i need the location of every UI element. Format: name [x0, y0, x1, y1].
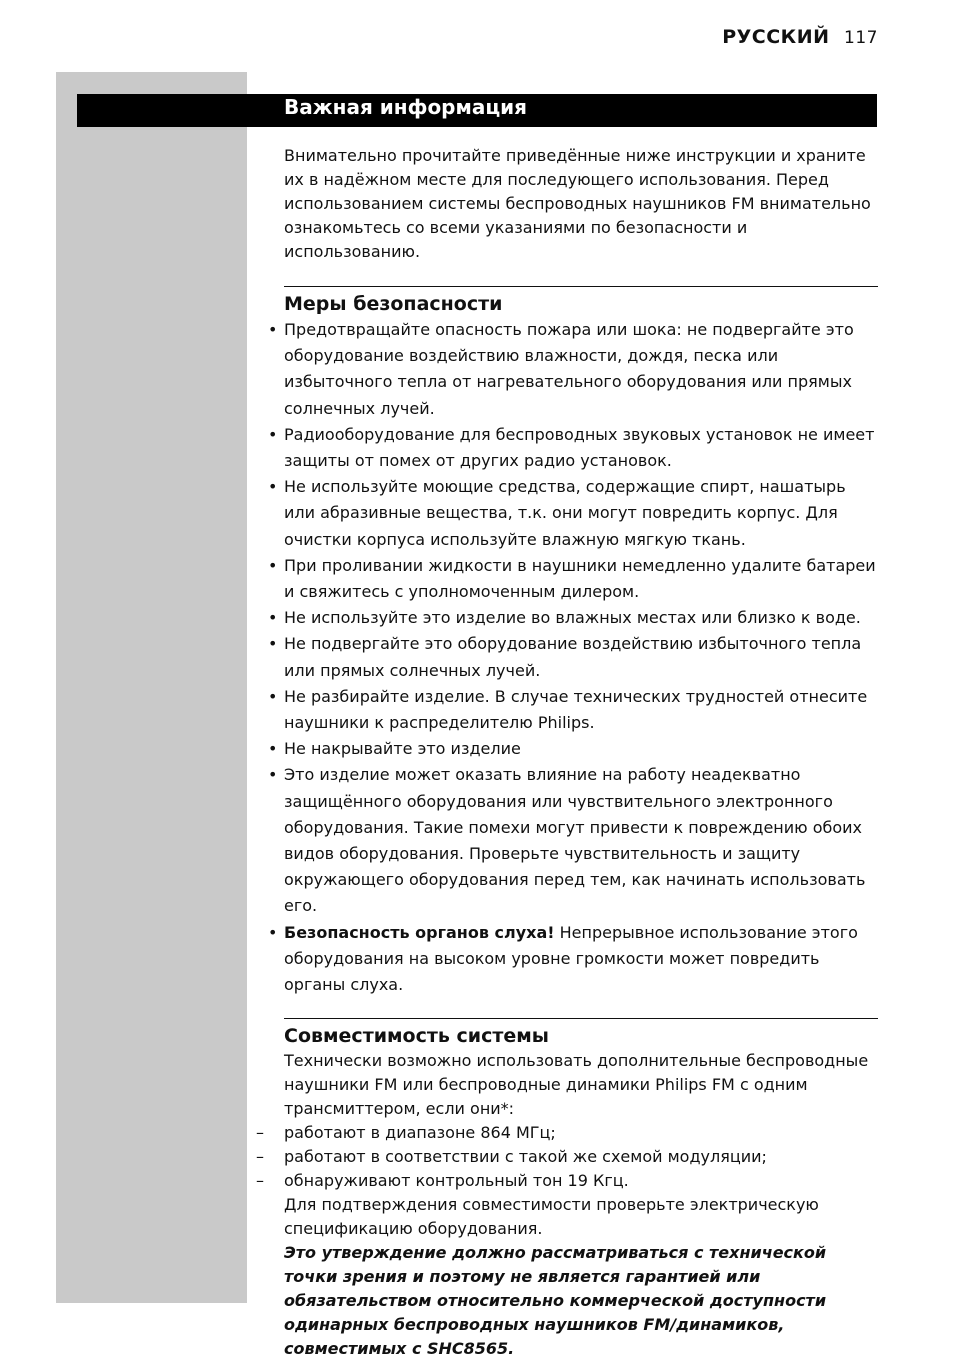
- language-label: РУССКИЙ: [722, 26, 830, 48]
- safety-heading: Меры безопасности: [284, 293, 503, 315]
- dash-marker: –: [256, 1123, 264, 1143]
- list-item-text: обнаруживают контрольный тон 19 Кгц.: [284, 1171, 629, 1191]
- compat-confirm: Для подтверждения совместимости проверьте электрическую спецификацию оборудования.: [284, 1195, 819, 1239]
- page-number: 117: [844, 28, 878, 48]
- hearing-warning-bold: Безопасность органов слуха!: [284, 922, 555, 942]
- list-item: • Это изделие может оказать влияние на работу неадекватно защищённого оборудования или чувствительного электронного оборудования. Такие помехи могут привести к повреждению обоих видов оборудования. Проверьте чувствительность и защиту окружающего оборудования перед тем, как начинать использовать его.: [284, 762, 878, 919]
- compat-heading: Совместимость системы: [284, 1025, 549, 1048]
- page-header: [722, 26, 878, 48]
- list-item-text: работают в диапазоне 864 МГц;: [284, 1123, 556, 1143]
- page-title: Важная информация: [284, 95, 528, 119]
- main-content: [256, 144, 878, 1361]
- side-margin-band: [56, 72, 247, 1303]
- list-item-text: работают в соответствии с такой же схемой модуляции;: [284, 1147, 767, 1167]
- list-item: • Не разбирайте изделие. В случае технических трудностей отнесите наушники к распределителю Philips.: [284, 684, 878, 736]
- section-divider: [284, 1018, 878, 1019]
- list-item: • При проливании жидкости в наушники немедленно удалите батареи и свяжитесь с уполномоченным дилером.: [284, 553, 878, 605]
- list-item: • Не накрывайте это изделие: [284, 736, 878, 762]
- compat-disclaimer: Это утверждение должно рассматриваться с технической точки зрения и поэтому не является гарантией или обязательством относительно коммерческой доступности одинарных беспроводных наушников FM/динамиков, совместимых с SHC8565.: [284, 1243, 827, 1359]
- list-item: [256, 1121, 878, 1145]
- compat-intro: Технически возможно использовать дополнительные беспроводные наушники FM или беспроводные динамики Philips FM с одним трансмиттером, если они*:: [284, 1051, 869, 1119]
- intro-paragraph: Внимательно прочитайте приведённые ниже инструкции и храните их в надёжном месте для последующего использования. Перед использованием системы беспроводных наушников FM внимательно ознакомьтесь со всеми указаниями по безопасности и использованию.: [284, 146, 871, 261]
- section-title-bar: [77, 94, 877, 127]
- compat-list: [256, 1121, 878, 1193]
- hearing-warning-text: Непрерывное использование этого оборудования на высоком уровне громкости может повредить органы слуха.: [284, 922, 858, 995]
- list-item: • Радиооборудование для беспроводных звуковых установок не имеет защиты от помех от других радио установок.: [284, 422, 878, 474]
- list-item: • Не используйте это изделие во влажных местах или близко к воде.: [284, 605, 878, 631]
- list-item: • Не используйте моющие средства, содержащие спирт, нашатырь или абразивные вещества, т.к. они могут повредить корпус. Для очистки корпуса используйте влажную мягкую ткань.: [284, 474, 878, 553]
- list-item: [256, 1169, 878, 1193]
- list-item-hearing: [284, 920, 878, 999]
- list-item: • Предотвращайте опасность пожара или шока: не подвергайте это оборудование воздействию влажности, дождя, песка или избыточного тепла от нагревательного оборудования или прямых солнечных лучей.: [284, 317, 878, 422]
- section-divider: [284, 286, 878, 287]
- dash-marker: –: [256, 1171, 264, 1191]
- safety-list: [284, 317, 878, 998]
- dash-marker: –: [256, 1147, 264, 1167]
- list-item: [256, 1145, 878, 1169]
- list-item: • Не подвергайте это оборудование воздействию избыточного тепла или прямых солнечных лучей.: [284, 631, 878, 683]
